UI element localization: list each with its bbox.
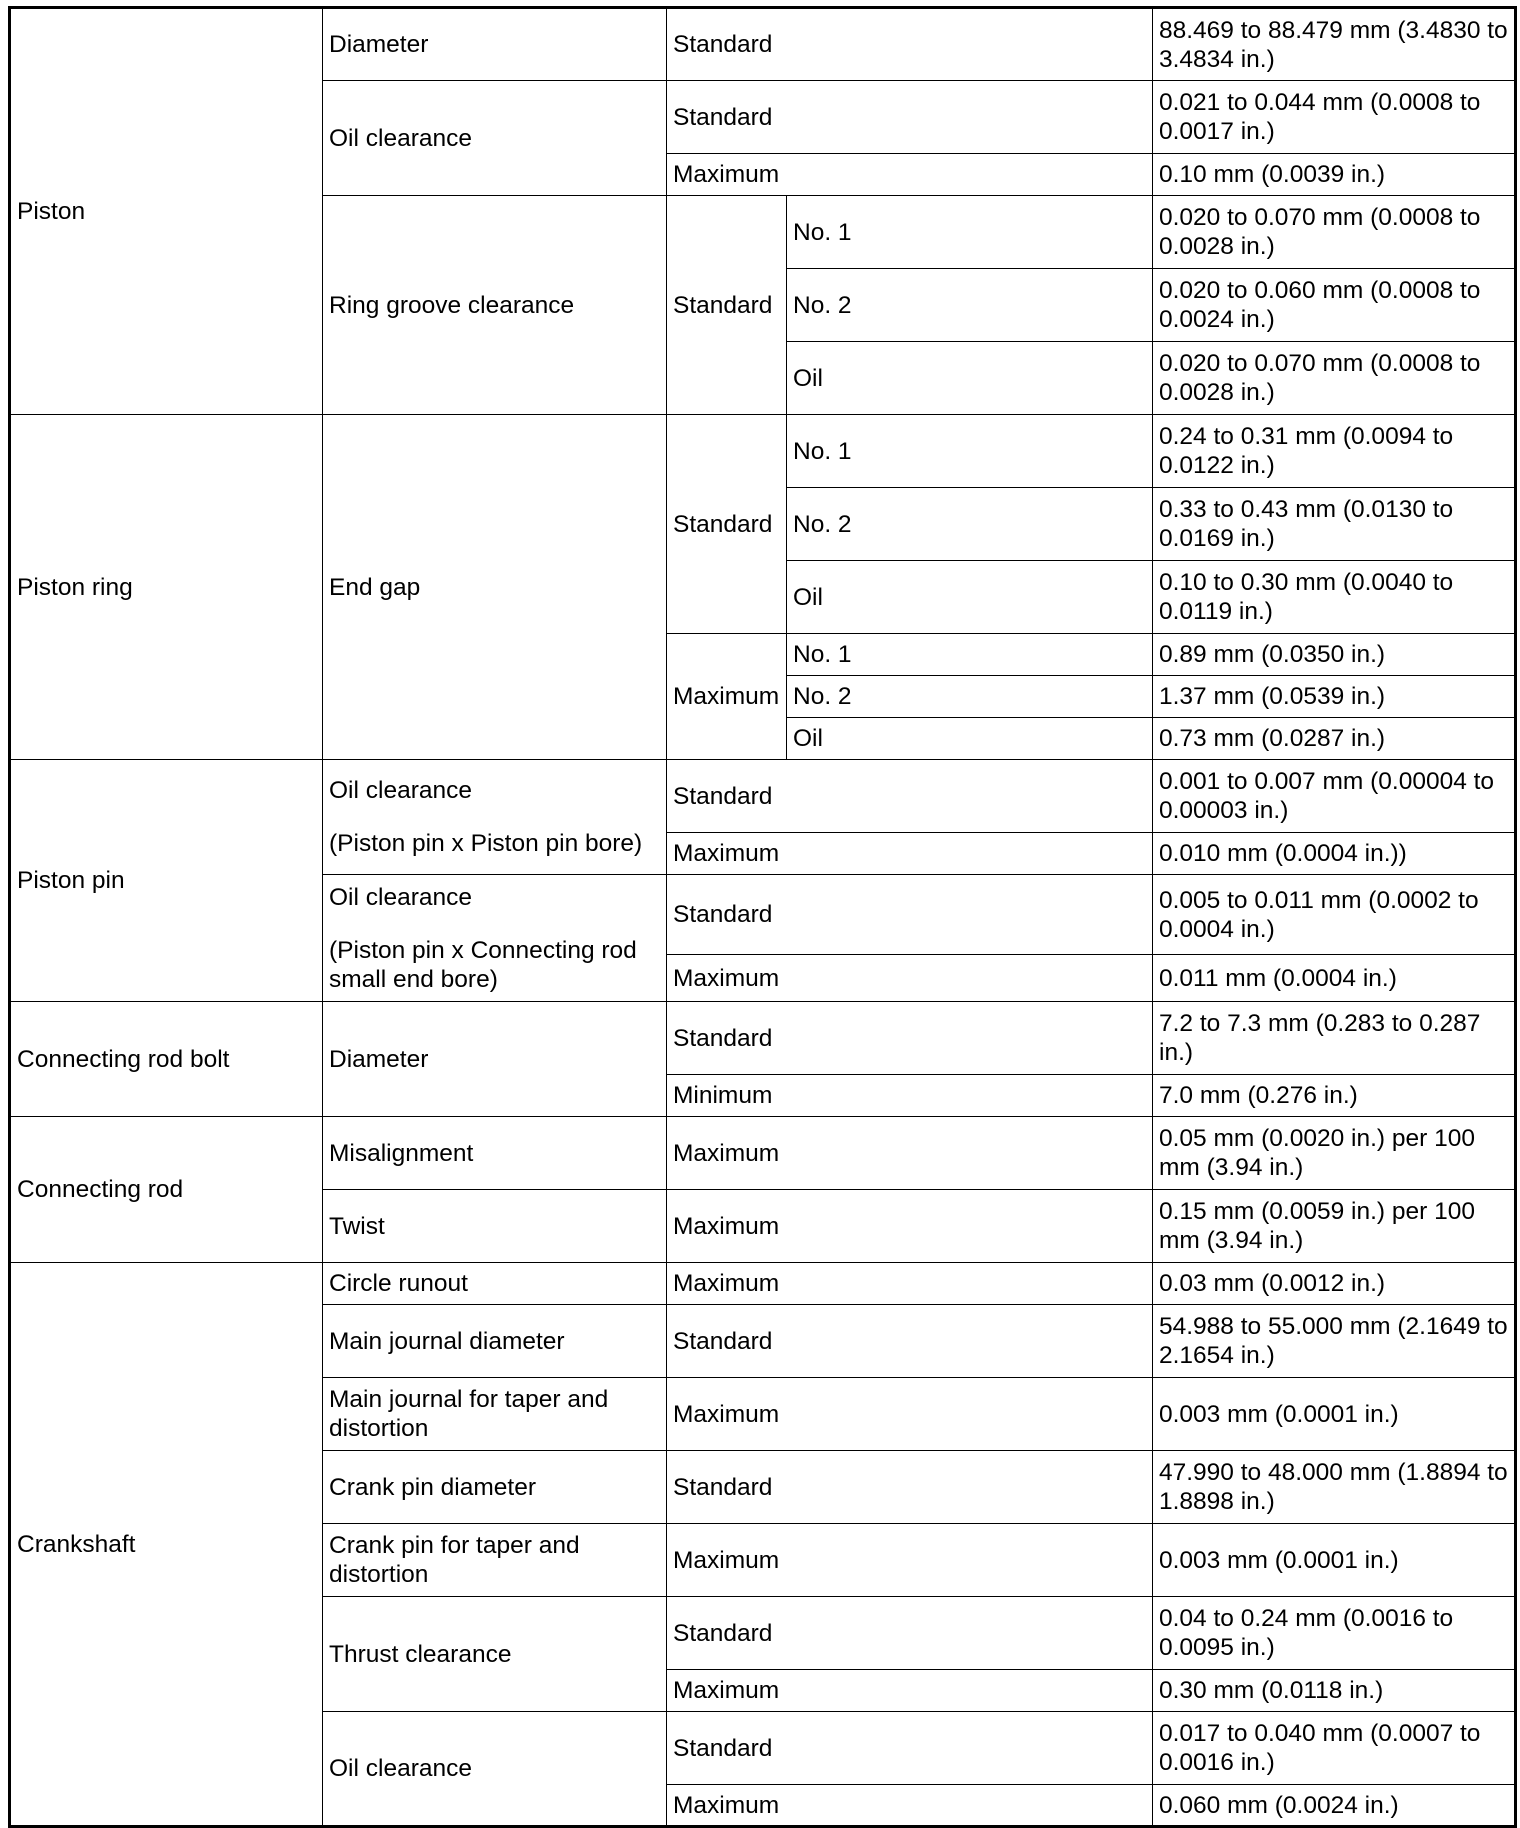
ring-cell: Oil	[787, 561, 1153, 634]
condition-cell: Maximum	[667, 1670, 1153, 1712]
table-row	[10, 1002, 1516, 1075]
value-cell: 0.010 mm (0.0004 in.))	[1153, 833, 1516, 875]
item-cell: Misalignment	[323, 1117, 667, 1190]
value-cell: 0.005 to 0.011 mm (0.0002 to 0.0004 in.)	[1153, 875, 1516, 955]
condition-cell: Standard	[667, 1597, 1153, 1670]
value-cell: 0.04 to 0.24 mm (0.0016 to 0.0095 in.)	[1153, 1597, 1516, 1670]
item-line: Oil clearance	[329, 777, 472, 804]
value-cell: 0.021 to 0.044 mm (0.0008 to 0.0017 in.)	[1153, 81, 1516, 154]
table-row	[10, 1117, 1516, 1190]
item-cell	[323, 875, 667, 1002]
value-cell: 0.10 to 0.30 mm (0.0040 to 0.0119 in.)	[1153, 561, 1516, 634]
value-cell: 0.003 mm (0.0001 in.)	[1153, 1378, 1516, 1451]
value-cell: 0.017 to 0.040 mm (0.0007 to 0.0016 in.)	[1153, 1712, 1516, 1785]
value-cell: 0.020 to 0.060 mm (0.0008 to 0.0024 in.)	[1153, 269, 1516, 342]
condition-cell: Standard	[667, 81, 1153, 154]
item-cell: Circle runout	[323, 1263, 667, 1305]
value-cell: 1.37 mm (0.0539 in.)	[1153, 676, 1516, 718]
component-piston-ring: Piston ring	[10, 415, 323, 760]
value-cell: 0.020 to 0.070 mm (0.0008 to 0.0028 in.)	[1153, 196, 1516, 269]
component-piston: Piston	[10, 8, 323, 415]
item-cell: Main journal for taper and distortion	[323, 1378, 667, 1451]
condition-cell: Standard	[667, 415, 787, 634]
item-cell: Diameter	[323, 1002, 667, 1117]
table-row	[10, 1263, 1516, 1305]
item-cell: Oil clearance	[323, 81, 667, 196]
item-line: (Piston pin x Connecting rod small end bore)	[329, 936, 637, 993]
ring-cell: No. 1	[787, 634, 1153, 676]
value-cell: 7.0 mm (0.276 in.)	[1153, 1075, 1516, 1117]
value-cell: 0.05 mm (0.0020 in.) per 100 mm (3.94 in.)	[1153, 1117, 1516, 1190]
value-cell: 88.469 to 88.479 mm (3.4830 to 3.4834 in.)	[1153, 8, 1516, 81]
value-cell: 0.73 mm (0.0287 in.)	[1153, 718, 1516, 760]
item-line: Oil clearance	[329, 883, 472, 911]
value-cell: 0.020 to 0.070 mm (0.0008 to 0.0028 in.)	[1153, 342, 1516, 415]
condition-cell: Standard	[667, 196, 787, 415]
component-piston-pin: Piston pin	[10, 760, 323, 1002]
condition-cell: Maximum	[667, 1263, 1153, 1305]
ring-cell: No. 2	[787, 488, 1153, 561]
item-cell: Main journal diameter	[323, 1305, 667, 1378]
condition-cell: Standard	[667, 1451, 1153, 1524]
item-cell: Ring groove clearance	[323, 196, 667, 415]
condition-cell: Maximum	[667, 1378, 1153, 1451]
value-cell: 0.24 to 0.31 mm (0.0094 to 0.0122 in.)	[1153, 415, 1516, 488]
item-cell: Thrust clearance	[323, 1597, 667, 1712]
item-cell: End gap	[323, 415, 667, 760]
condition-cell: Maximum	[667, 1785, 1153, 1827]
ring-cell: Oil	[787, 718, 1153, 760]
table-row	[10, 8, 1516, 81]
item-cell: Diameter	[323, 8, 667, 81]
condition-cell: Standard	[667, 875, 1153, 955]
condition-cell: Maximum	[667, 1190, 1153, 1263]
component-connecting-rod: Connecting rod	[10, 1117, 323, 1263]
condition-cell: Minimum	[667, 1075, 1153, 1117]
value-cell: 0.003 mm (0.0001 in.)	[1153, 1524, 1516, 1597]
ring-cell: No. 1	[787, 196, 1153, 269]
condition-cell: Maximum	[667, 833, 1153, 875]
value-cell: 0.33 to 0.43 mm (0.0130 to 0.0169 in.)	[1153, 488, 1516, 561]
condition-cell: Standard	[667, 1712, 1153, 1785]
item-cell: Oil clearance	[323, 1712, 667, 1827]
condition-cell: Maximum	[667, 634, 787, 760]
ring-cell: No. 2	[787, 269, 1153, 342]
condition-cell: Maximum	[667, 1524, 1153, 1597]
item-cell: Crank pin for taper and distortion	[323, 1524, 667, 1597]
ring-cell: No. 1	[787, 415, 1153, 488]
value-cell: 47.990 to 48.000 mm (1.8894 to 1.8898 in.)	[1153, 1451, 1516, 1524]
condition-cell: Standard	[667, 760, 1153, 833]
component-connecting-rod-bolt: Connecting rod bolt	[10, 1002, 323, 1117]
condition-cell: Standard	[667, 8, 1153, 81]
value-cell: 0.15 mm (0.0059 in.) per 100 mm (3.94 in.)	[1153, 1190, 1516, 1263]
condition-cell: Standard	[667, 1305, 1153, 1378]
value-cell: 0.03 mm (0.0012 in.)	[1153, 1263, 1516, 1305]
item-line: (Piston pin x Piston pin bore)	[329, 830, 643, 857]
table-row	[10, 415, 1516, 488]
value-cell: 0.89 mm (0.0350 in.)	[1153, 634, 1516, 676]
item-cell: Crank pin diameter	[323, 1451, 667, 1524]
condition-cell: Standard	[667, 1002, 1153, 1075]
value-cell: 54.988 to 55.000 mm (2.1649 to 2.1654 in.)	[1153, 1305, 1516, 1378]
component-crankshaft: Crankshaft	[10, 1263, 323, 1827]
condition-cell: Maximum	[667, 955, 1153, 1002]
spec-table	[8, 6, 1517, 1828]
value-cell: 0.30 mm (0.0118 in.)	[1153, 1670, 1516, 1712]
value-cell: 7.2 to 7.3 mm (0.283 to 0.287 in.)	[1153, 1002, 1516, 1075]
condition-cell: Maximum	[667, 1117, 1153, 1190]
ring-cell: No. 2	[787, 676, 1153, 718]
value-cell: 0.060 mm (0.0024 in.)	[1153, 1785, 1516, 1827]
value-cell: 0.10 mm (0.0039 in.)	[1153, 154, 1516, 196]
ring-cell: Oil	[787, 342, 1153, 415]
value-cell: 0.011 mm (0.0004 in.)	[1153, 955, 1516, 1002]
table-row	[10, 760, 1516, 833]
condition-cell: Maximum	[667, 154, 1153, 196]
value-cell: 0.001 to 0.007 mm (0.00004 to 0.00003 in.)	[1153, 760, 1516, 833]
item-cell	[323, 760, 667, 875]
item-cell: Twist	[323, 1190, 667, 1263]
